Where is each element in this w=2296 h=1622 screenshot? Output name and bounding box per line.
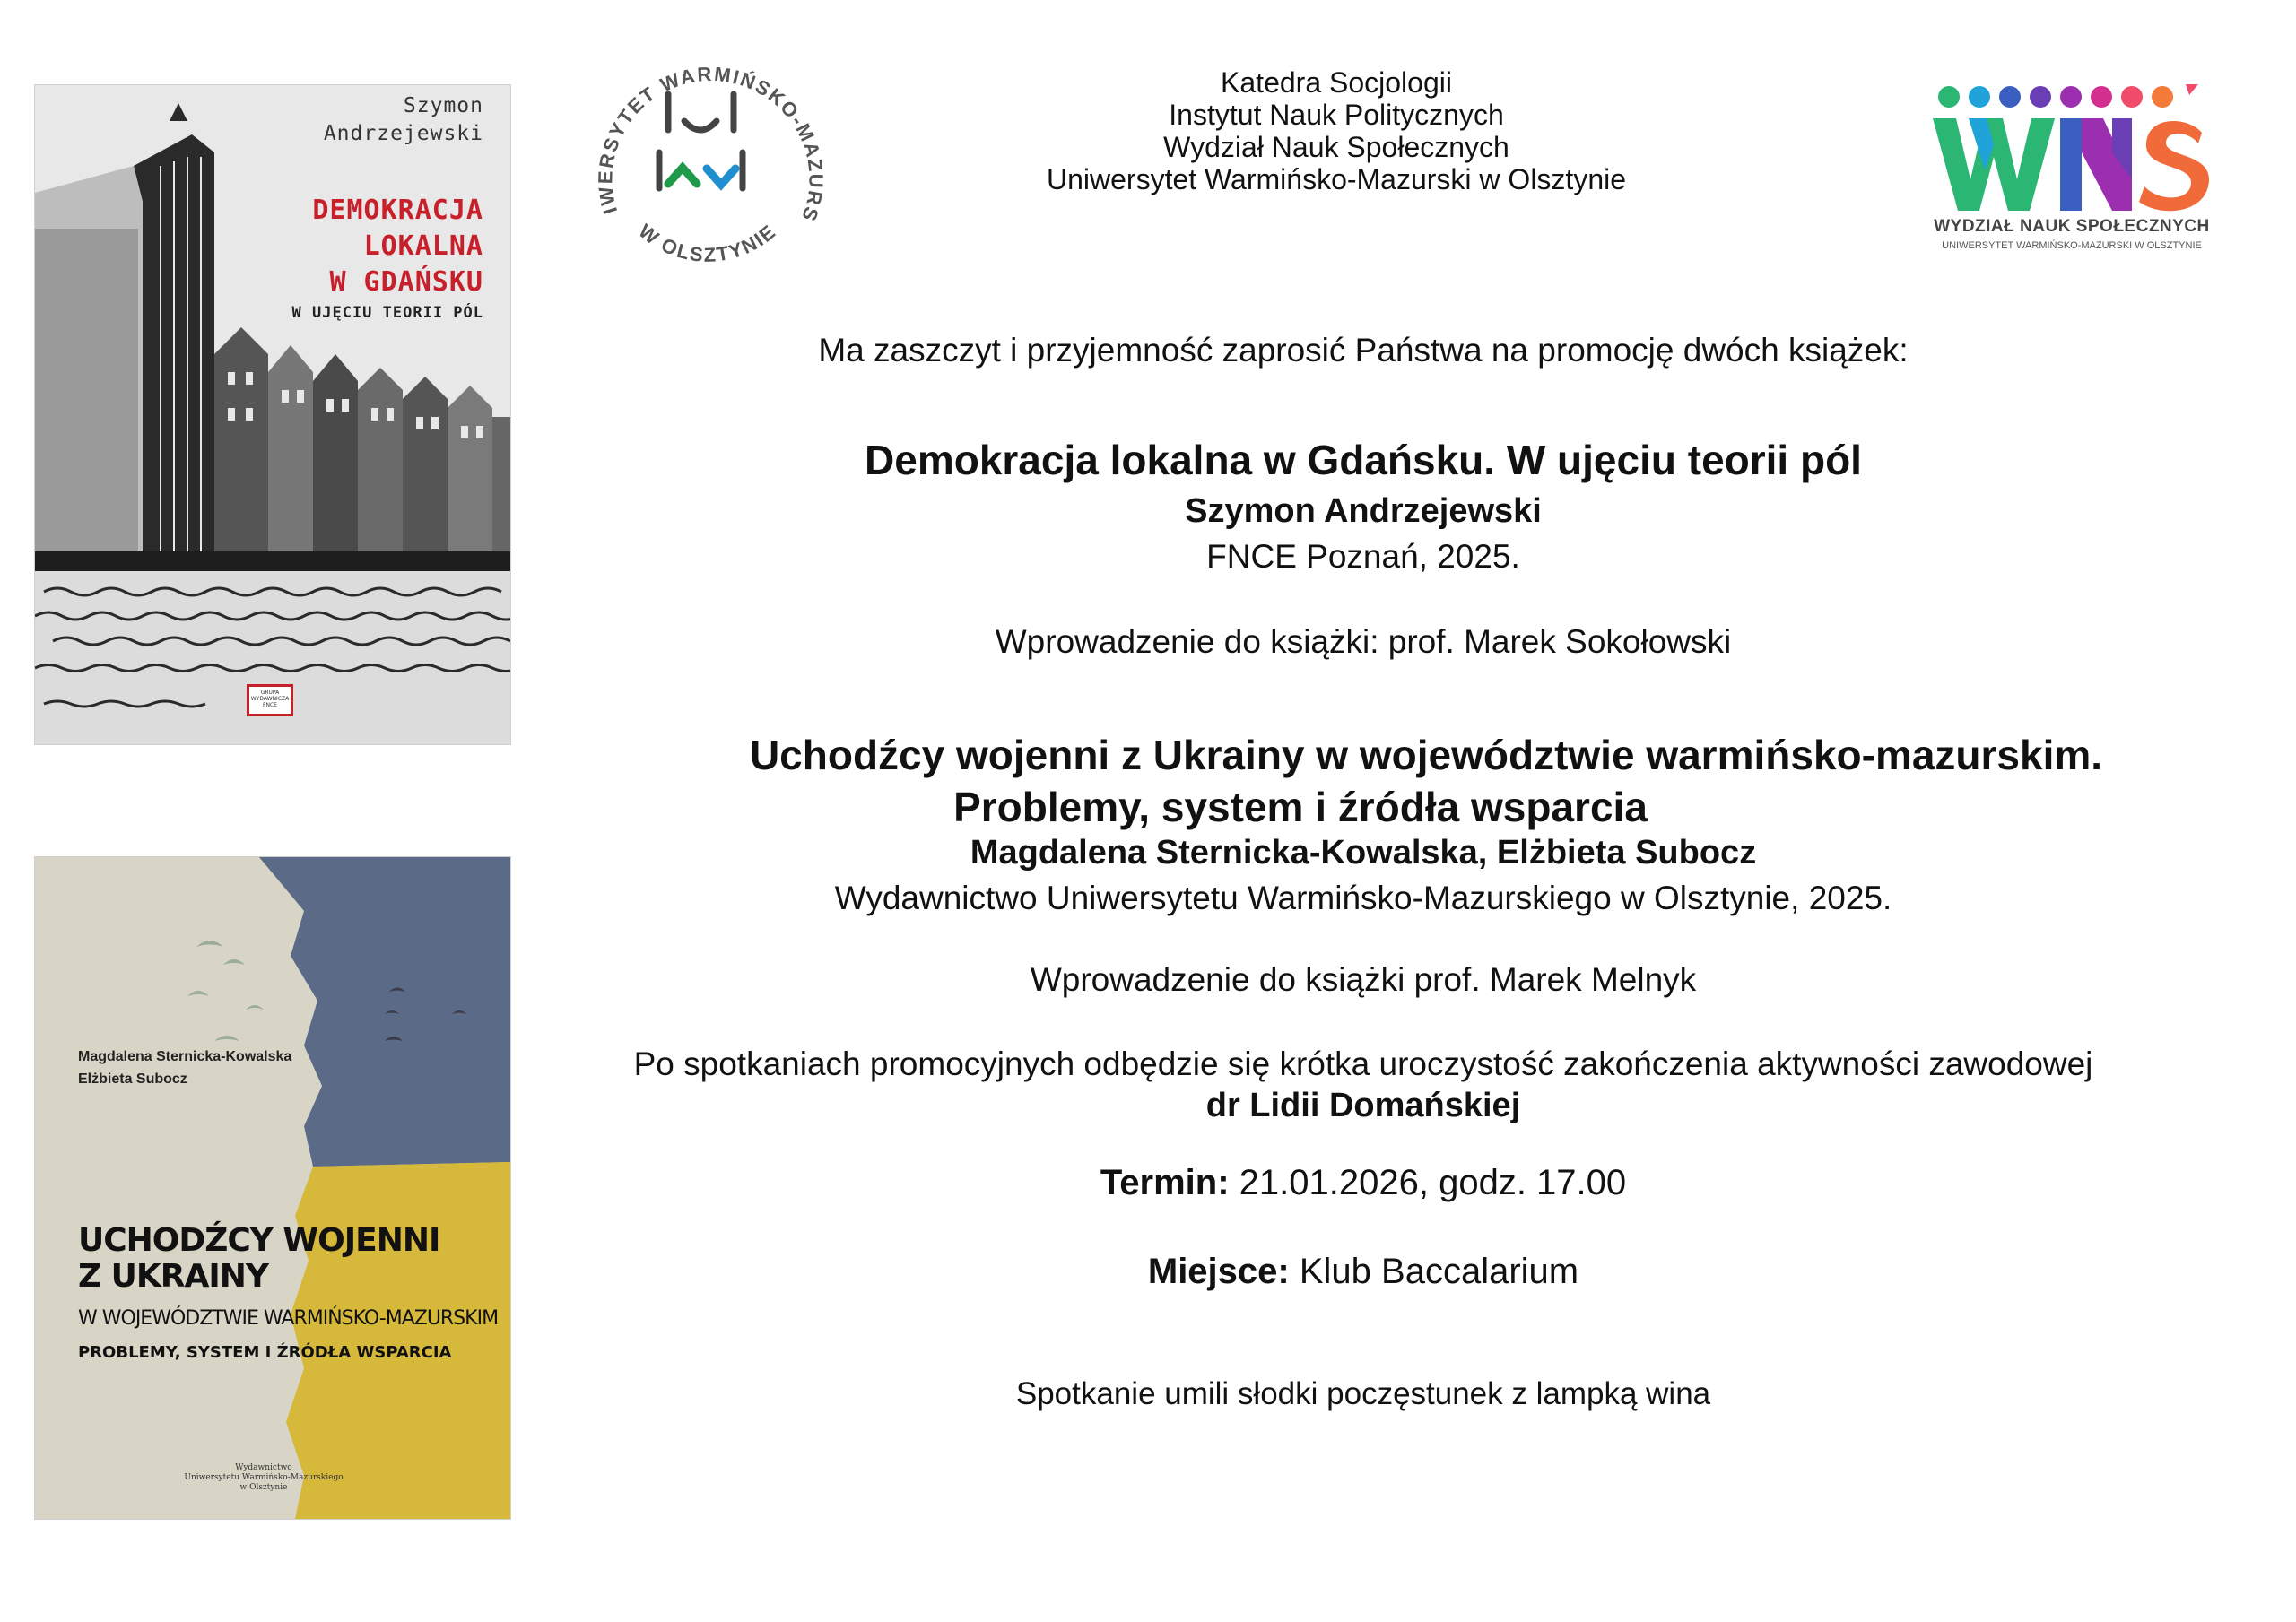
wns-letters-icon	[1933, 81, 2211, 215]
uwm-university-logo	[574, 27, 843, 287]
cover1-publisher-line: WYDAWNICZA	[250, 696, 290, 702]
book2-introduction: Wprowadzenie do książki prof. Marek Melnyk	[1030, 961, 1697, 998]
wns-faculty-logo	[1933, 81, 2211, 260]
cover1-title-line: W GDAŃSKU	[329, 266, 483, 298]
svg-text:UNIWERSYTET WARMIŃSKO-MAZURSKI	[574, 27, 828, 226]
ukraine-flag-torn-illustration	[35, 857, 510, 1519]
cover2-title-line: Z UKRAINY	[78, 1258, 268, 1295]
book2-publisher: Wydawnictwo Uniwersytetu Warmińsko-Mazurskiego w Olsztynie, 2025.	[834, 880, 1892, 916]
book1-introduction: Wprowadzenie do książki: prof. Marek Sokołowski	[995, 623, 1732, 660]
wns-university-name: UNIWERSYTET WARMIŃSKO-MAZURSKI W OLSZTYNIE	[1942, 240, 2202, 251]
cover1-author	[324, 92, 483, 148]
institution-line: Uniwersytet Warmińsko-Mazurski w Olsztynie	[1046, 163, 1627, 195]
book1-publisher: FNCE Poznań, 2025.	[1206, 538, 1520, 575]
cover2-publisher-line: w Olsztynie	[239, 1483, 288, 1492]
cover2-author: Magdalena Sternicka-Kowalska	[78, 1049, 292, 1064]
book1-title: Demokracja lokalna w Gdańsku. W ujęciu teorii pól	[865, 437, 1862, 483]
cover2-publisher-line: Wydawnictwo	[235, 1463, 292, 1472]
cover1-publisher-line: FNCE	[263, 702, 277, 708]
cover1-title-line: DEMOKRACJA	[312, 195, 483, 226]
cover2-authors	[78, 1045, 291, 1090]
event-place	[556, 1252, 2170, 1292]
ceremony-announcement: Po spotkaniach promocyjnych odbędzie się krótka uroczystość zakończenia aktywności zawodowej	[633, 1045, 2093, 1082]
cover1-title	[312, 193, 483, 300]
gdansk-crane-illustration	[35, 85, 510, 744]
book-cover-uchodzcy	[34, 856, 511, 1520]
cover1-title-line: LOKALNA	[363, 230, 483, 262]
institution-header	[987, 66, 1686, 195]
closing-note: Spotkanie umili słodki poczęstunek z lampką wina	[1015, 1376, 1711, 1411]
cover2-author: Elżbieta Subocz	[78, 1071, 187, 1087]
cover1-subtitle: W UJĘCIU TEORII PÓL	[291, 304, 483, 322]
cover1-author-first: Szymon	[403, 94, 483, 117]
cover2-subtitle: W WOJEWÓDZTWIE WARMIŃSKO-MAZURSKIM	[78, 1307, 499, 1330]
ceremony-honoree: dr Lidii Domańskiej	[1205, 1087, 1521, 1124]
cover1-publisher-line: GRUPA	[260, 690, 280, 696]
institution-line: Wydział Nauk Społecznych	[1163, 131, 1509, 163]
cover2-title	[78, 1223, 439, 1295]
svg-text:W OLSZTYNIE	[634, 220, 780, 266]
cover1-author-last: Andrzejewski	[323, 122, 483, 145]
book1-author: Szymon Andrzejewski	[1185, 492, 1542, 530]
cover2-publisher-line: Uniwersytetu Warmińsko-Mazurskiego	[184, 1473, 344, 1482]
wns-faculty-name: WYDZIAŁ NAUK SPOŁECZNYCH	[1934, 217, 2210, 236]
cover2-publisher	[174, 1463, 353, 1493]
uwm-arc-text: IWERSYTET WARMIŃSKO-MAZURS	[594, 62, 828, 226]
book2-authors: Magdalena Sternicka-Kowalska, Elżbieta Subocz	[970, 834, 1757, 872]
uwm-bottom-text: W OLSZTYNIE	[634, 219, 781, 266]
book-cover-demokracja	[34, 84, 511, 745]
cover2-subtitle2: PROBLEMY, SYSTEM I ŹRÓDŁA WSPARCIA	[78, 1343, 452, 1362]
institution-line: Instytut Nauk Politycznych	[1169, 99, 1504, 131]
event-date-value: 21.01.2026, godz. 17.00	[1229, 1163, 1627, 1202]
event-date	[556, 1163, 2170, 1203]
event-place-value: Klub Baccalarium	[1289, 1252, 1579, 1291]
institution-line: Katedra Socjologii	[1221, 66, 1452, 99]
event-date-label: Termin:	[1100, 1163, 1230, 1202]
book2-title-line2: Problemy, system i źródła wsparcia	[953, 784, 1648, 830]
book2-title-line1: Uchodźcy wojenni z Ukrainy w województwie warmińsko-mazurskim.	[749, 732, 2103, 778]
invitation-intro: Ma zaszczyt i przyjemność zaprosić Państwa na promocję dwóch książek:	[818, 332, 1909, 369]
cover1-publisher-badge	[247, 684, 293, 716]
event-place-label: Miejsce:	[1147, 1252, 1290, 1291]
cover2-title-line: UCHODŹCY WOJENNI	[78, 1222, 440, 1259]
